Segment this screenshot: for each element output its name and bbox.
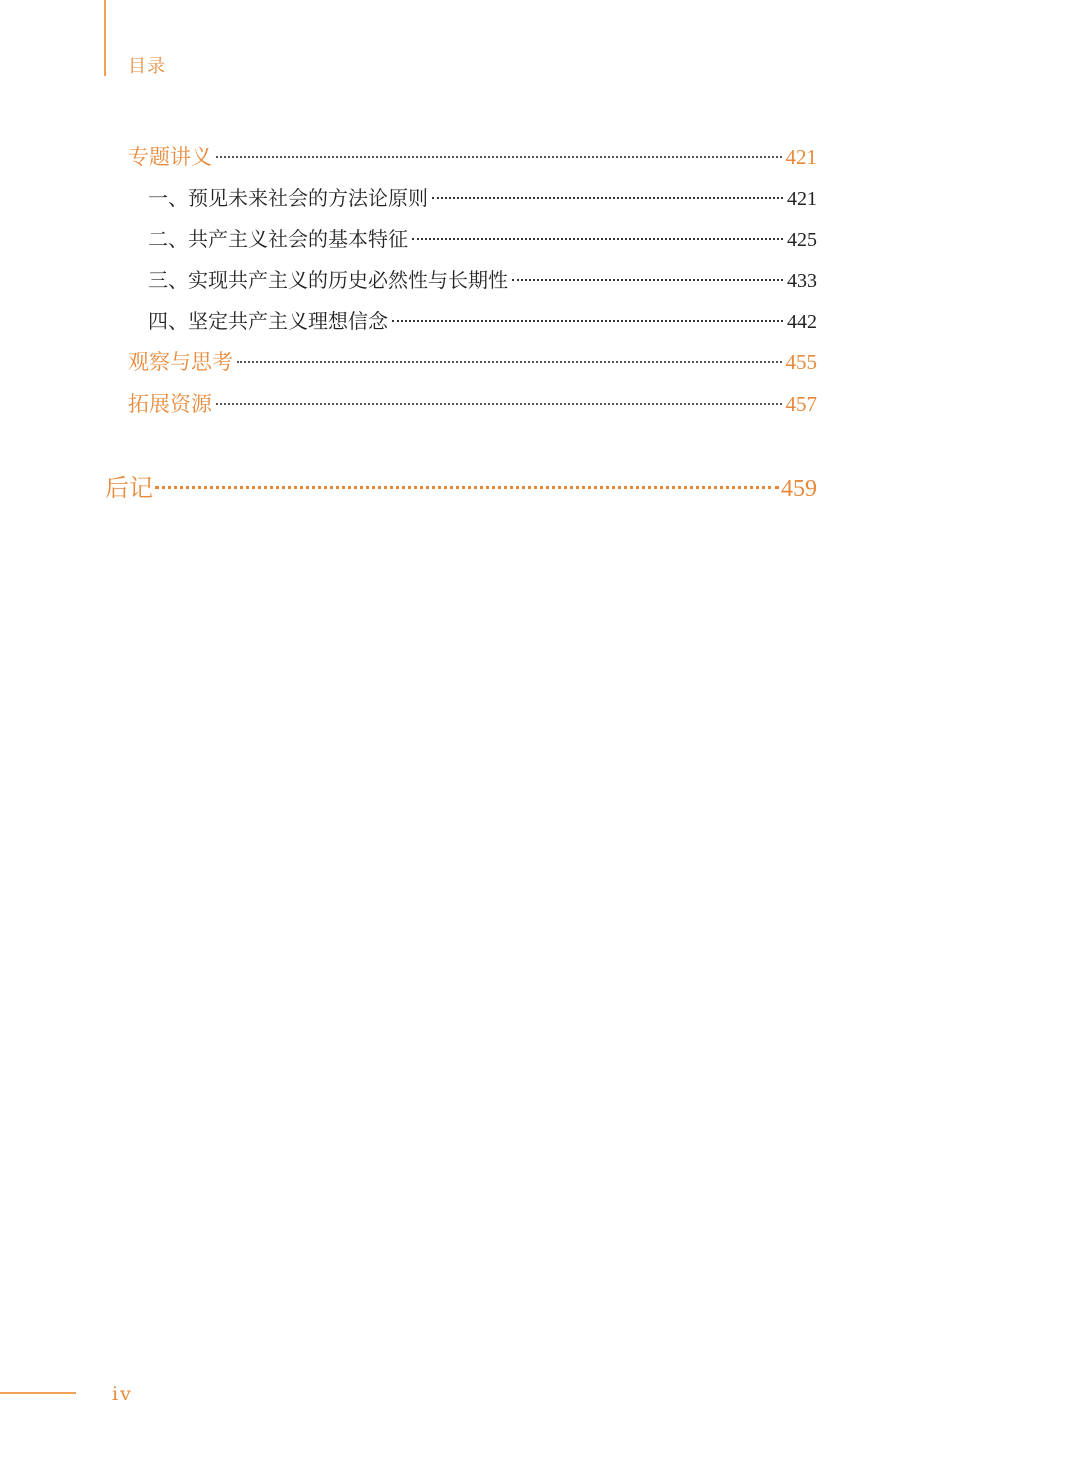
dot-leader <box>412 238 783 240</box>
toc-entry-extended-resources[interactable] <box>128 389 817 419</box>
toc-entry-section-4[interactable] <box>148 306 817 336</box>
toc-entry-title: 三、实现共产主义的历史必然性与长期性 <box>148 268 508 292</box>
footer-rule <box>0 1392 76 1394</box>
toc-entry-page: 459 <box>781 476 817 502</box>
dot-leader <box>216 403 782 405</box>
toc-entry-page: 457 <box>785 392 817 416</box>
dot-leader <box>392 320 783 322</box>
toc-entry-page: 442 <box>787 311 817 333</box>
toc-entry-page: 425 <box>787 229 817 251</box>
toc-entry-title: 拓展资源 <box>128 392 212 416</box>
dot-leader <box>432 197 783 199</box>
toc-entry-page: 421 <box>787 188 817 210</box>
toc-entry-title: 二、共产主义社会的基本特征 <box>148 227 408 251</box>
toc-entry-page: 455 <box>785 350 817 374</box>
toc-entry-title: 观察与思考 <box>128 350 233 374</box>
dot-leader <box>155 486 779 489</box>
toc-entry-page: 433 <box>787 270 817 292</box>
toc-entry-observation-and-thinking[interactable] <box>128 347 817 377</box>
toc-entry-section-1[interactable] <box>148 183 817 213</box>
running-header: 目录 <box>128 56 166 77</box>
page-number: iv <box>112 1383 133 1405</box>
toc-entry-title: 专题讲义 <box>128 145 212 169</box>
dot-leader <box>237 361 782 363</box>
toc-entry-special-lectures[interactable] <box>128 142 817 172</box>
toc-entry-section-2[interactable] <box>148 224 817 254</box>
toc-entry-title: 一、预见未来社会的方法论原则 <box>148 186 428 210</box>
toc-entry-title: 四、坚定共产主义理想信念 <box>148 309 388 333</box>
toc-entry-page: 421 <box>785 145 817 169</box>
toc-entry-section-3[interactable] <box>148 265 817 295</box>
header-rule <box>104 0 106 76</box>
toc-entry-afterword[interactable] <box>105 471 817 505</box>
dot-leader <box>216 156 782 158</box>
toc-entry-title: 后记 <box>105 474 153 502</box>
dot-leader <box>512 279 783 281</box>
